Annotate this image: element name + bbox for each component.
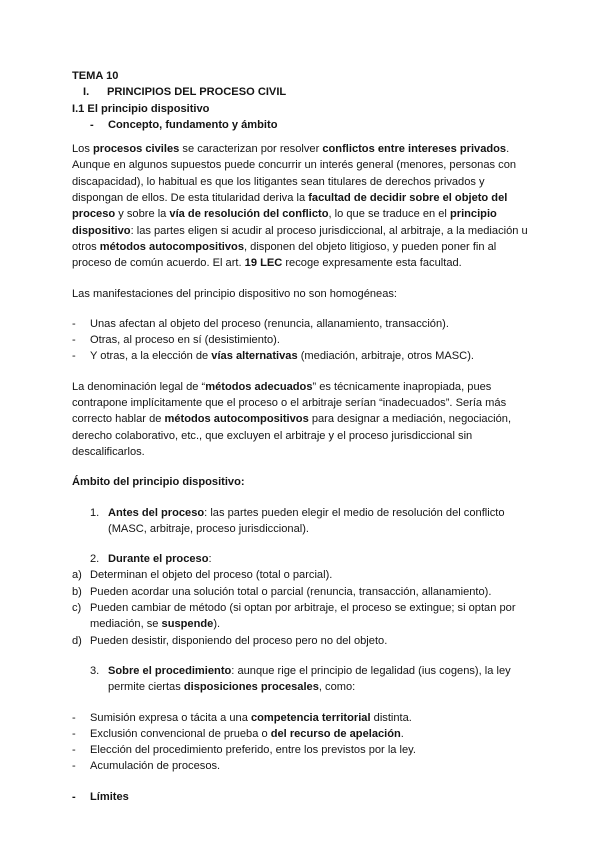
topic-title: TEMA 10	[72, 70, 119, 82]
lettered-item: b) Pueden acordar una solución total o parcial (renuncia, transacción, allanamiento).	[72, 585, 492, 598]
scope-heading: Ámbito del principio dispositivo:	[72, 476, 245, 489]
paragraph-intro: Los procesos civiles se caracterizan por resolver conflictos entre intereses privados. Aunque en algunos supuestos puede concurrir un interés general (menores, personas con discapacidad), lo habitual es que los litigantes sean titulares de derechos privados y dispongan de ellos. De esta titularidad deriva la facultad de decidir sobre el objeto del proceso y sobre la vía de resolución del conflicto, lo que se traduce en el principio dispositivo: las partes eligen si acudir al proceso jurisdiccional, al arbitraje, a la mediación u otros métodos autocompositivos, disponen del objeto litigioso, y pueden poner fin al proceso de común acuerdo. El art. 19 LEC recoge expresamente esta facultad.	[72, 143, 528, 270]
dash-marker: -	[72, 317, 76, 330]
section-heading	[72, 84, 530, 100]
paragraph-manifestations: Las manifestaciones del principio dispositivo no son homogéneas:	[72, 287, 397, 300]
lettered-item: a) Determinan el objeto del proceso (total o parcial).	[72, 569, 333, 582]
dash-marker: -	[72, 711, 76, 724]
dash-marker: -	[72, 350, 76, 363]
item-number: 2.	[90, 553, 100, 566]
numbered-item: 1. Antes del proceso: las partes pueden elegir el medio de resolución del conflicto (MASC, arbitraje, proceso jurisdiccional).	[90, 505, 530, 538]
numbered-item: 2. Durante el proceso:	[90, 551, 530, 567]
dash-marker: -	[72, 744, 76, 757]
section-title: PRINCIPIOS DEL PROCESO CIVIL	[107, 86, 287, 99]
item-number: 1.	[90, 506, 100, 519]
list-item: - Acumulación de procesos.	[72, 758, 530, 774]
paragraph-adequate-methods: La denominación legal de “métodos adecuados” es técnicamente inapropiada, pues contrapone implícitamente que el proceso o el arbitraje serían “inadecuados”. Sería más correcto hablar de métodos autocompositivos para designar a mediación, negociación, derecho colaborativo, etc., que excluyen el arbitraje y el proceso jurisdiccional sin descalificarlos.	[72, 380, 512, 458]
concept-heading-text: Concepto, fundamento y ámbito	[108, 118, 278, 131]
section-number: I.	[83, 86, 90, 99]
list-item: - Otras, al proceso en sí (desistimiento).	[72, 332, 530, 348]
list-item: - Elección del procedimiento preferido, entre los previstos por la ley.	[72, 742, 530, 758]
subsection-title: I.1 El principio dispositivo	[72, 102, 210, 115]
concept-heading	[90, 117, 530, 133]
dash-marker: -	[90, 118, 94, 131]
numbered-item: 3. Sobre el procedimiento: aunque rige el principio de legalidad (ius cogens), la ley permite ciertas disposiciones procesales, como:	[90, 663, 530, 696]
dash-marker: -	[72, 727, 76, 740]
lettered-item: d) Pueden desistir, disponiendo del proceso pero no del objeto.	[72, 634, 388, 647]
list-item: - Sumisión expresa o tácita a una competencia territorial distinta.	[72, 710, 530, 726]
list-item: - Unas afectan al objeto del proceso (renuncia, allanamiento, transacción).	[72, 316, 530, 332]
limits-heading: - Límites	[72, 789, 530, 805]
list-item: - Y otras, a la elección de vías alternativas (mediación, arbitraje, otros MASC).	[72, 348, 530, 364]
dash-marker: -	[72, 790, 76, 803]
document-body	[72, 68, 530, 805]
list-item: - Exclusión convencional de prueba o del recurso de apelación.	[72, 726, 530, 742]
dash-marker: -	[72, 334, 76, 347]
lettered-item: c) Pueden cambiar de método (si optan por arbitraje, el proceso se extingue; si optan por mediación, se suspende).	[72, 602, 516, 631]
item-number: 3.	[90, 664, 100, 677]
dash-marker: -	[72, 760, 76, 773]
